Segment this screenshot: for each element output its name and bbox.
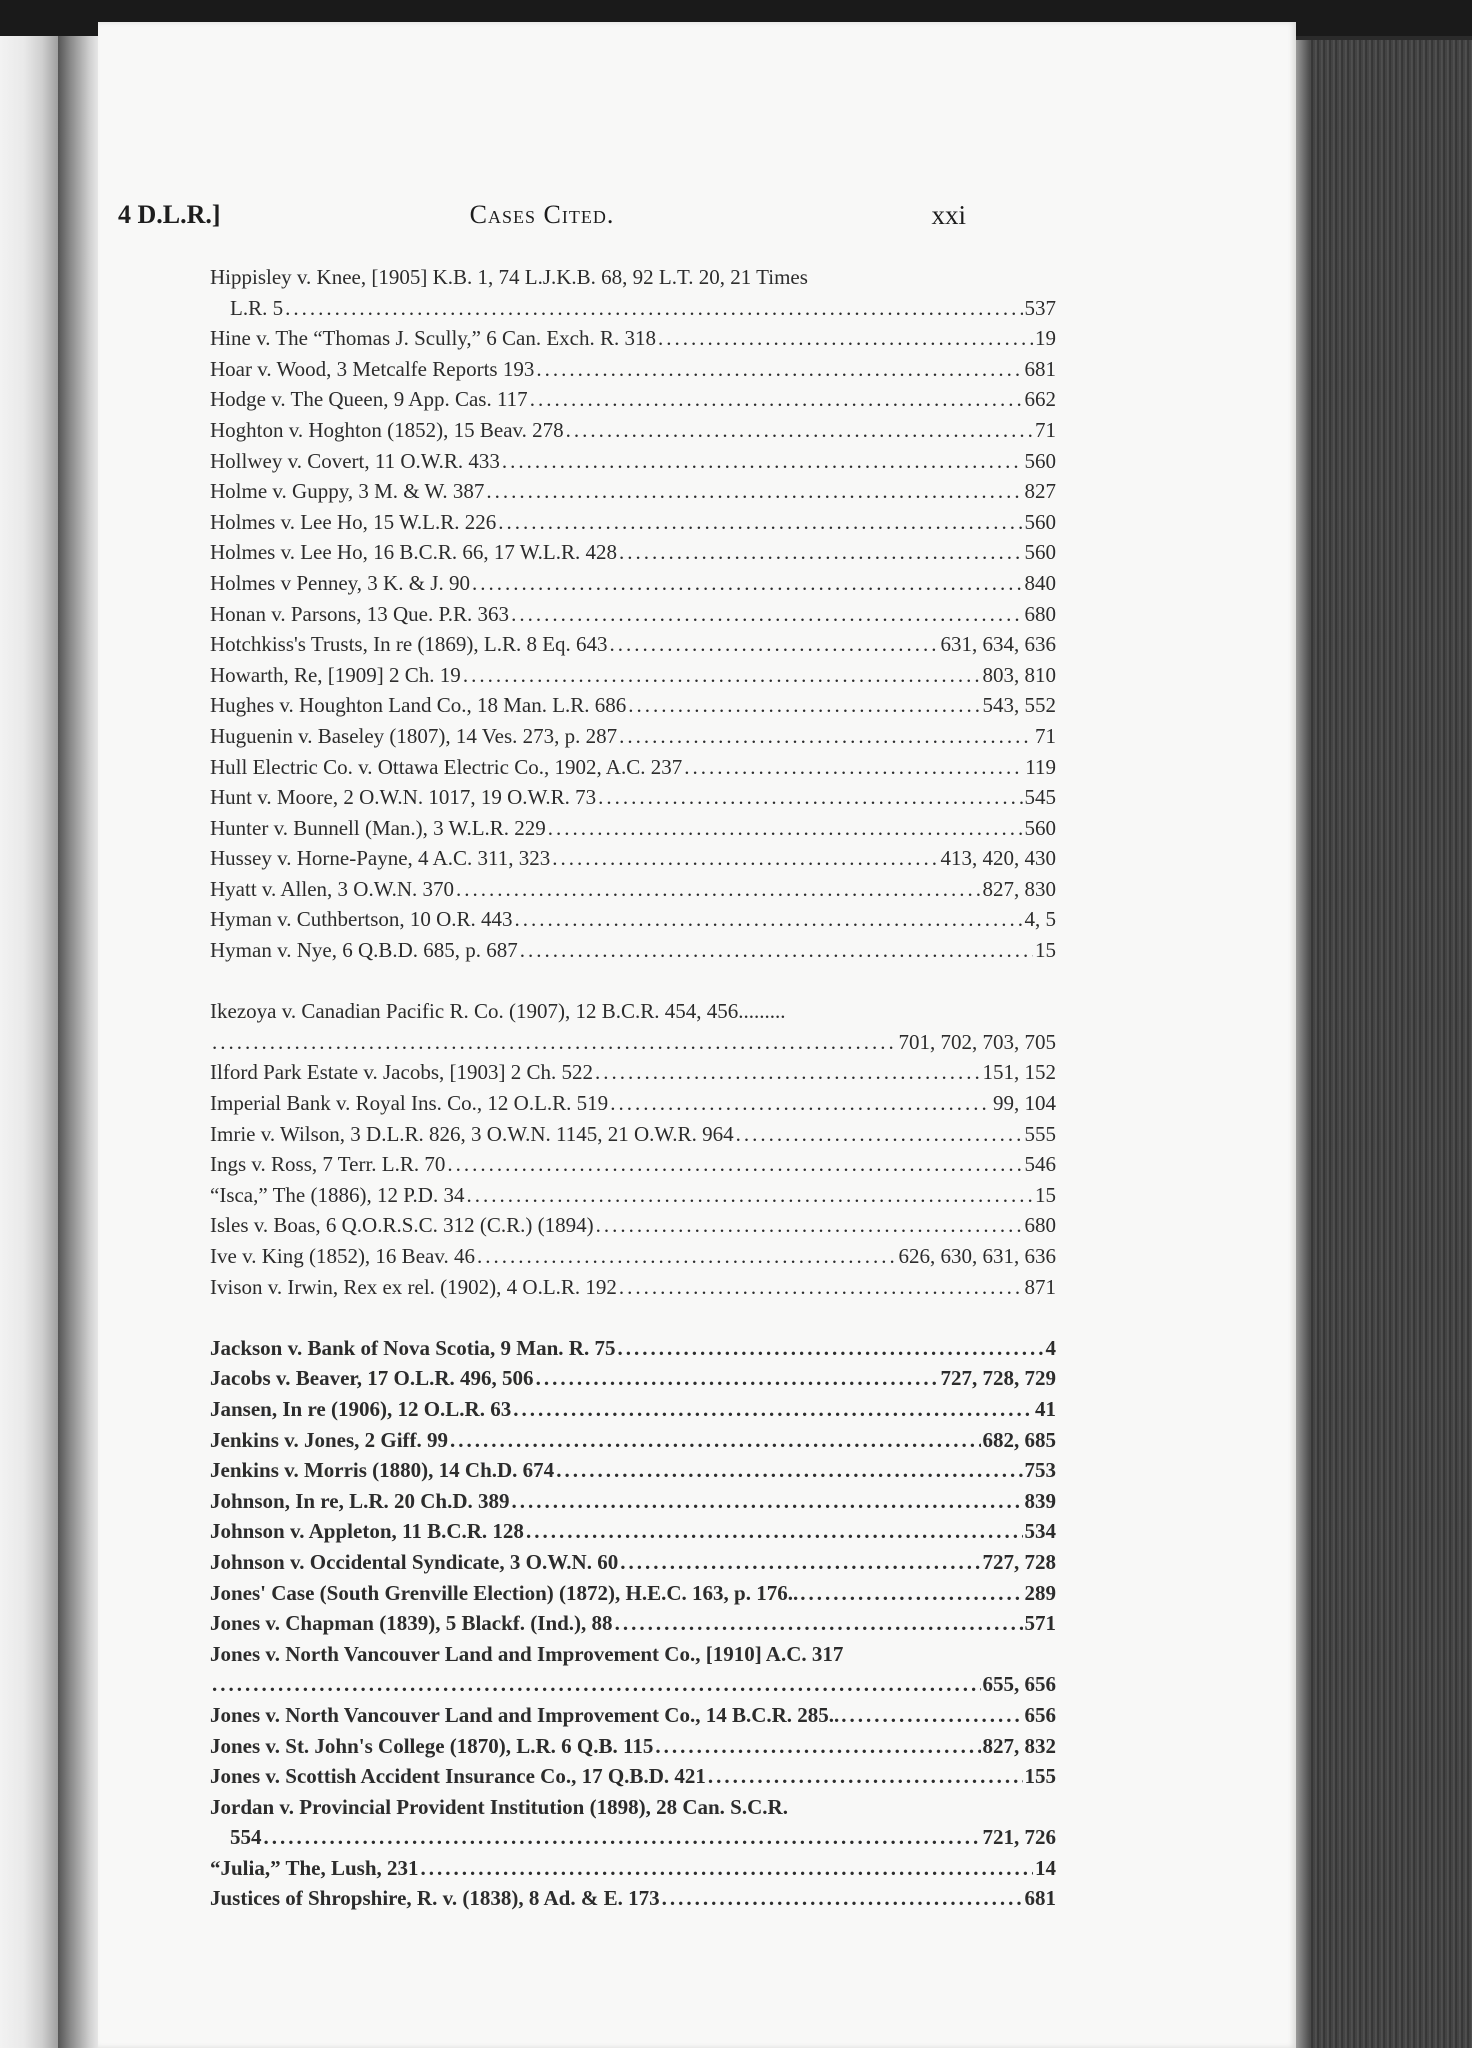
case-name: Holmes v. Lee Ho, 15 W.L.R. 226 [210, 509, 497, 534]
page-reference: 534 [1024, 1519, 1056, 1544]
case-entry [210, 1822, 1056, 1853]
case-entry [210, 384, 1056, 415]
case-name: Imperial Bank v. Royal Ins. Co., 12 O.L.R. 519 [210, 1091, 609, 1116]
page-reference: 840 [1024, 570, 1056, 595]
case-name: Honan v. Parsons, 13 Que. P.R. 363 [210, 601, 510, 626]
case-entry [210, 1547, 1056, 1578]
case-entry [210, 721, 1056, 752]
case-entry [210, 1761, 1056, 1792]
case-entry [210, 874, 1056, 905]
cases-cited-list [210, 262, 1056, 1914]
letter-section [210, 1333, 1056, 1914]
running-head [118, 200, 966, 236]
page-title: Cases Cited. [469, 200, 615, 229]
dot-leader [610, 629, 939, 660]
dot-leader [615, 1608, 1023, 1639]
dot-leader [536, 1363, 939, 1394]
case-entry [210, 1394, 1056, 1425]
dot-leader [472, 568, 1023, 599]
case-entry [210, 1241, 1056, 1272]
page-reference: 119 [1025, 754, 1056, 779]
case-entry [210, 599, 1056, 630]
case-entry [210, 629, 1056, 660]
case-entry [210, 1210, 1056, 1241]
page-reference: 71 [1035, 723, 1056, 748]
case-entry [210, 568, 1056, 599]
case-name: Ivison v. Irwin, Rex ex rel. (1902), 4 O.L.R. 192 [210, 1274, 617, 1299]
page-reference: 656 [1024, 1702, 1056, 1727]
page-reference: 827, 832 [982, 1733, 1056, 1758]
letter-section [210, 996, 1056, 1302]
case-name: Hyman v. Cuthbertson, 10 O.R. 443 [210, 907, 513, 932]
case-name: Johnson v. Appleton, 11 B.C.R. 128 [210, 1519, 524, 1544]
case-name: Hoar v. Wood, 3 Metcalfe Reports 193 [210, 356, 535, 381]
dot-leader [658, 323, 1033, 354]
page-reference: 560 [1024, 509, 1056, 534]
volume-reference: 4 D.L.R.] [118, 200, 221, 229]
case-entry [210, 1333, 1056, 1364]
dot-leader [456, 874, 980, 905]
case-name: Jacobs v. Beaver, 17 O.L.R. 496, 506 [210, 1366, 534, 1391]
dot-leader [548, 813, 1023, 844]
case-name: Holmes v Penney, 3 K. & J. 90 [210, 570, 470, 595]
page-reference: 701, 702, 703, 705 [898, 1029, 1056, 1054]
dot-leader [466, 1180, 1033, 1211]
case-entry [210, 293, 1056, 324]
dot-leader [212, 1669, 981, 1700]
case-entry [210, 843, 1056, 874]
case-entry [210, 1608, 1056, 1639]
case-name: Justices of Shropshire, R. v. (1838), 8 Ad. & E. 173 [210, 1886, 660, 1911]
dot-leader [684, 752, 1023, 783]
page-number: xxi [931, 200, 966, 230]
page-reference: 839 [1024, 1488, 1056, 1513]
case-entry [210, 1149, 1056, 1180]
case-name: Hotchkiss's Trusts, In re (1869), L.R. 8 Eq. 643 [210, 632, 608, 657]
dot-leader [285, 293, 1022, 324]
case-name: Huguenin v. Baseley (1807), 14 Ves. 273, p. 287 [210, 723, 618, 748]
case-entry [210, 323, 1056, 354]
dot-leader [498, 507, 1022, 538]
page-edges-highlight [1296, 40, 1310, 2048]
page-reference: 681 [1024, 1886, 1056, 1911]
page-reference: 560 [1024, 448, 1056, 473]
page-reference: 571 [1024, 1611, 1056, 1636]
page-reference: 555 [1024, 1121, 1056, 1146]
page-reference: 19 [1035, 326, 1056, 351]
case-name: Jones v. Chapman (1839), 5 Blackf. (Ind.), 88 [210, 1611, 613, 1636]
page-reference: 626, 630, 631, 636 [898, 1244, 1056, 1268]
page-reference: 827 [1024, 479, 1056, 504]
case-entry [210, 1700, 1056, 1731]
case-entry [210, 1455, 1056, 1486]
case-entry [210, 415, 1056, 446]
page-reference: 727, 728, 729 [940, 1366, 1056, 1391]
dot-leader [556, 1455, 1022, 1486]
case-entry [210, 1578, 1056, 1609]
dot-leader [598, 782, 1022, 813]
dot-leader [212, 1027, 897, 1058]
page-reference: 631, 634, 636 [940, 632, 1056, 657]
section-gap [210, 1302, 1056, 1333]
case-entry [210, 660, 1056, 691]
dot-leader [617, 1333, 1043, 1364]
case-entry-first-line: Ikezoya v. Canadian Pacific R. Co. (1907), 12 B.C.R. 454, 456......... [210, 999, 786, 1024]
case-name: Holme v. Guppy, 3 M. & W. 387 [210, 479, 485, 504]
book-gutter [58, 36, 100, 2048]
dot-leader [595, 1057, 981, 1088]
dot-leader [620, 1547, 980, 1578]
case-entry [210, 1057, 1056, 1088]
case-entry [210, 1731, 1056, 1762]
case-name: Hunter v. Bunnell (Man.), 3 W.L.R. 229 [210, 815, 546, 840]
page-reference: 15 [1035, 1182, 1056, 1207]
case-entry [210, 1486, 1056, 1517]
page-reference: 155 [1024, 1764, 1056, 1789]
page-reference: 14 [1035, 1855, 1056, 1880]
page-reference: 71 [1035, 417, 1056, 442]
page-reference: 803, 810 [982, 662, 1056, 687]
dot-leader [477, 1241, 897, 1272]
dot-leader [447, 1149, 1022, 1180]
case-name: Jackson v. Bank of Nova Scotia, 9 Man. R. 75 [210, 1335, 616, 1360]
case-entry [210, 1088, 1056, 1119]
case-name: Imrie v. Wilson, 3 D.L.R. 826, 3 O.W.N. 1145, 21 O.W.R. 964 [210, 1121, 734, 1146]
page-reference: 543, 552 [982, 693, 1056, 718]
dot-leader [736, 1119, 1023, 1150]
section-gap [210, 966, 1056, 997]
case-name: Jenkins v. Morris (1880), 14 Ch.D. 674 [210, 1458, 555, 1483]
page-reference: 41 [1035, 1396, 1056, 1421]
case-name: Hine v. The “Thomas J. Scully,” 6 Can. Exch. R. 318 [210, 326, 656, 351]
case-entry [210, 537, 1056, 568]
case-entry [210, 1272, 1056, 1303]
page-reference: 560 [1024, 540, 1056, 565]
page-reference: 99, 104 [993, 1091, 1056, 1116]
case-entry [210, 476, 1056, 507]
dot-leader [596, 1210, 1023, 1241]
page-reference: 546 [1024, 1152, 1056, 1177]
dot-leader [610, 1088, 991, 1119]
page-reference: 560 [1024, 815, 1056, 840]
case-entry [210, 1516, 1056, 1547]
case-name: Hughes v. Houghton Land Co., 18 Man. L.R. 686 [210, 693, 627, 718]
case-name: Hyatt v. Allen, 3 O.W.N. 370 [210, 876, 455, 901]
page-reference: 681 [1024, 356, 1056, 381]
dot-leader [662, 1883, 1023, 1914]
case-name: L.R. 5 [230, 295, 284, 320]
case-entry [210, 1363, 1056, 1394]
dot-leader [800, 1578, 1022, 1609]
case-entry [210, 1883, 1056, 1914]
case-name: Jones v. St. John's College (1870), L.R. 6 Q.B. 115 [210, 1733, 654, 1758]
case-entry [210, 904, 1056, 935]
dot-leader [619, 537, 1023, 568]
case-name: Hunt v. Moore, 2 O.W.N. 1017, 19 O.W.R. 73 [210, 785, 597, 810]
letter-section [210, 262, 1056, 966]
case-name: Hollwey v. Covert, 11 O.W.R. 433 [210, 448, 500, 473]
case-entry [210, 1853, 1056, 1884]
dot-leader [619, 721, 1033, 752]
page-reference: 682, 685 [982, 1427, 1056, 1452]
case-name: Holmes v. Lee Ho, 16 B.C.R. 66, 17 W.L.R. 428 [210, 540, 617, 565]
page-reference: 680 [1024, 1213, 1056, 1238]
page-reference: 4, 5 [1024, 907, 1056, 932]
facing-page-edge [0, 36, 60, 2048]
case-entry [210, 935, 1056, 966]
case-entry-first-line: Hippisley v. Knee, [1905] K.B. 1, 74 L.J.K.B. 68, 92 L.T. 20, 21 Times [210, 265, 808, 289]
page-reference: 871 [1024, 1274, 1056, 1299]
dot-leader [619, 1272, 1023, 1303]
dot-leader [708, 1761, 1023, 1792]
dot-leader [421, 1853, 1033, 1884]
dot-leader [463, 660, 981, 691]
case-name: Ings v. Ross, 7 Terr. L.R. 70 [210, 1152, 446, 1177]
page-edges-stack [1296, 40, 1472, 2048]
case-entry [210, 1669, 1056, 1700]
case-entry [210, 782, 1056, 813]
case-entry [210, 1425, 1056, 1456]
dot-leader [841, 1700, 1022, 1731]
case-name: Hoghton v. Hoghton (1852), 15 Beav. 278 [210, 417, 564, 442]
page-reference: 662 [1024, 387, 1056, 412]
case-name: Ilford Park Estate v. Jacobs, [1903] 2 Ch. 522 [210, 1060, 593, 1085]
dot-leader [520, 935, 1033, 966]
case-name: Jansen, In re (1906), 12 O.L.R. 63 [210, 1396, 512, 1421]
case-name: “Julia,” The, Lush, 231 [210, 1855, 419, 1880]
page-reference: 537 [1024, 295, 1056, 320]
page-reference: 4 [1045, 1335, 1056, 1360]
dot-leader [502, 446, 1023, 477]
case-entry [210, 1119, 1056, 1150]
dot-leader [450, 1425, 980, 1456]
case-name: Isles v. Boas, 6 Q.O.R.S.C. 312 (C.R.) (1894) [210, 1213, 594, 1238]
dot-leader [486, 476, 1022, 507]
case-entry-first-line: Jones v. North Vancouver Land and Improvement Co., [1910] A.C. 317 [210, 1641, 844, 1666]
case-name: Hyman v. Nye, 6 Q.B.D. 685, p. 687 [210, 938, 518, 963]
case-name: Howarth, Re, [1909] 2 Ch. 19 [210, 662, 461, 687]
case-entry [210, 813, 1056, 844]
page-reference: 753 [1024, 1458, 1056, 1483]
case-entry [210, 507, 1056, 538]
case-entry [210, 1027, 1056, 1058]
dot-leader [566, 415, 1033, 446]
dot-leader [655, 1731, 980, 1762]
dot-leader [513, 1394, 1033, 1425]
dot-leader [515, 904, 1023, 935]
page-reference: 151, 152 [982, 1060, 1056, 1085]
case-name: Hodge v. The Queen, 9 App. Cas. 117 [210, 387, 528, 412]
page-reference: 545 [1024, 785, 1056, 810]
dot-leader [552, 843, 938, 874]
dot-leader [526, 1516, 1023, 1547]
page-reference: 680 [1024, 601, 1056, 626]
page-reference: 727, 728 [982, 1549, 1056, 1574]
dot-leader [530, 384, 1023, 415]
case-name: Jones' Case (South Grenville Election) (1872), H.E.C. 163, p. 176.. [210, 1580, 799, 1605]
case-name: Hull Electric Co. v. Ottawa Electric Co., 1902, A.C. 237 [210, 754, 683, 779]
case-entry [210, 1180, 1056, 1211]
case-name: Johnson, In re, L.R. 20 Ch.D. 389 [210, 1488, 510, 1513]
dot-leader [536, 354, 1022, 385]
case-name: Hussey v. Horne-Payne, 4 A.C. 311, 323 [210, 846, 551, 871]
dot-leader [511, 599, 1022, 630]
case-entry [210, 690, 1056, 721]
case-name: 554 [230, 1825, 262, 1850]
case-entry [210, 752, 1056, 783]
page-reference: 655, 656 [982, 1672, 1056, 1697]
page-reference: 413, 420, 430 [940, 846, 1056, 871]
dot-leader [512, 1486, 1023, 1517]
page-reference: 15 [1035, 938, 1056, 963]
case-entry [210, 446, 1056, 477]
case-name: Jenkins v. Jones, 2 Giff. 99 [210, 1427, 449, 1452]
page-reference: 289 [1024, 1580, 1056, 1605]
case-name: Ive v. King (1852), 16 Beav. 46 [210, 1244, 475, 1268]
case-entry-first-line: Jordan v. Provincial Provident Institution (1898), 28 Can. S.C.R. [210, 1794, 788, 1819]
case-name: Jones v. Scottish Accident Insurance Co., 17 Q.B.D. 421 [210, 1764, 706, 1789]
case-entry [210, 354, 1056, 385]
page-reference: 827, 830 [982, 876, 1056, 901]
dot-leader [264, 1822, 981, 1853]
case-name: Johnson v. Occidental Syndicate, 3 O.W.N. 60 [210, 1549, 619, 1574]
page-reference: 721, 726 [982, 1825, 1056, 1850]
case-name: “Isca,” The (1886), 12 P.D. 34 [210, 1182, 465, 1207]
case-name: Jones v. North Vancouver Land and Improvement Co., 14 B.C.R. 285.. [210, 1702, 840, 1727]
dot-leader [628, 690, 980, 721]
